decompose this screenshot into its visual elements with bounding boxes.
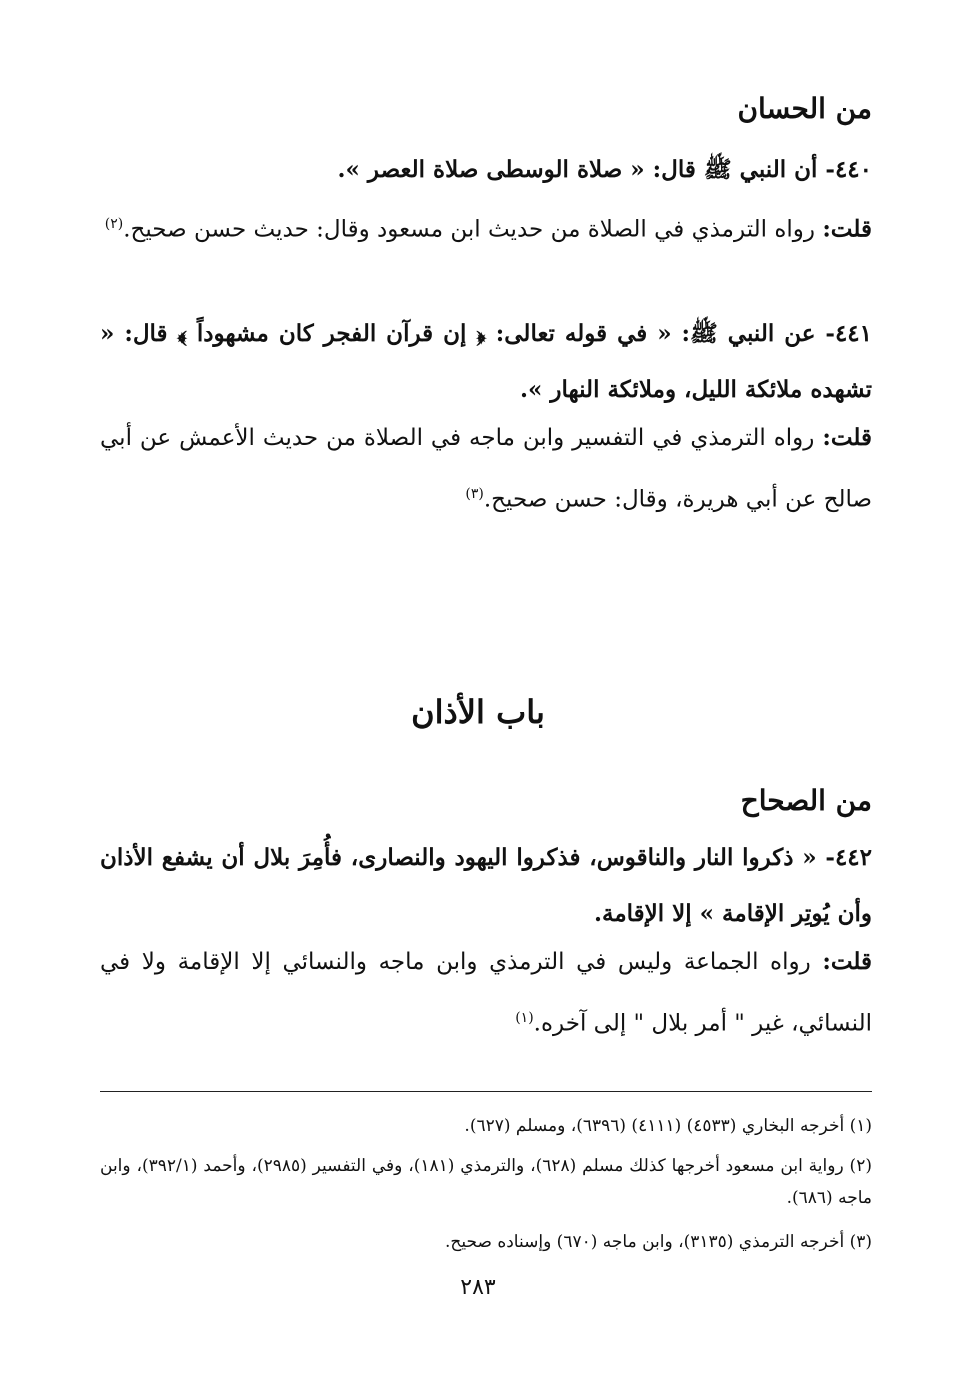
hadith-441: ٤٤١- عن النبي ﷺ: « في قوله تعالى: ﴿ إن قرآن الفجر كان مشهوداً ﴾ قال: « تشهده ملائكة الليل، وملائكة النهار ». <box>100 320 872 403</box>
note-label: قلت: <box>822 424 873 451</box>
footnote-1: (١) أخرجه البخاري (٤٥٣٣) (٤١١١) (٦٣٩٦)، ومسلم (٦٢٧). <box>464 1116 872 1136</box>
page-number: ٢٨٣ <box>460 1275 496 1300</box>
section-heading-hisan: من الحسان <box>737 92 872 125</box>
note-text: رواه الجماعة وليس في الترمذي وابن ماجه والنسائي إلا الإقامة ولا في النسائي، غير " أمر بلال " إلى آخره. <box>100 949 872 1037</box>
chapter-title: باب الأذان <box>411 693 545 731</box>
section-heading-sihah: من الصحاح <box>740 784 872 817</box>
footnote-ref: (١) <box>515 1010 534 1026</box>
hadith-442-note <box>100 934 872 1052</box>
note-label: قلت: <box>822 215 872 243</box>
footnote-3: (٣) أخرجه الترمذي (٣١٣٥)، وابن ماجه (٦٧٠) وإسناده صحيح. <box>445 1232 872 1252</box>
hadith-442: ٤٤٢- « ذكروا النار والناقوس، فذكروا اليهود والنصارى، فأُمِرَ بلال أن يشفع الأذان وأن يُوتِر الإقامة » إلا الإقامة. <box>100 844 872 927</box>
hadith-440: ٤٤٠- أن النبي ﷺ قال: « صلاة الوسطى صلاة العصر ». <box>337 156 872 183</box>
footnote-ref: (٢) <box>104 216 124 232</box>
hadith-441-note <box>100 410 872 528</box>
note-text: رواه الترمذي في التفسير وابن ماجه في الصلاة من حديث الأعمش عن أبي صالح عن أبي هريرة، وقال: حسن صحيح. <box>100 425 872 513</box>
footnote-2: (٢) رواية ابن مسعود أخرجها كذلك مسلم (٦٢٨)، والترمذي (١٨١)، وفي التفسير (٢٩٨٥)، وأحمد (٣٩٢/١)، وابن ماجه (٦٨٦). <box>100 1156 872 1208</box>
hadith-440-note <box>100 196 872 258</box>
footnote-divider <box>100 1091 872 1092</box>
footnote-ref: (٣) <box>465 486 484 502</box>
note-text: رواه الترمذي في الصلاة من حديث ابن مسعود وقال: حديث حسن صحيح. <box>123 216 815 243</box>
note-label: قلت: <box>822 948 873 975</box>
